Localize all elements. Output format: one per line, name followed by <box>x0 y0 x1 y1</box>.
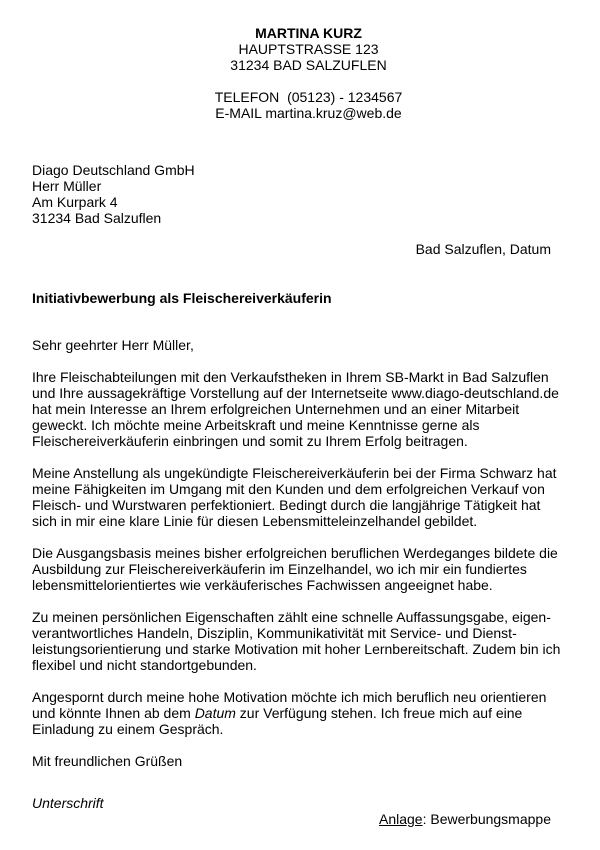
date-placeholder: Datum <box>194 705 236 721</box>
recipient-street: Am Kurpark 4 <box>32 194 118 210</box>
text-line: Angespornt durch meine hohe Motivation möchte ich mich beruflich neu orientieren <box>32 689 547 705</box>
sender-name: MARTINA KURZ <box>255 25 362 41</box>
enclosure-text: : Bewerbungsmappe <box>422 811 551 827</box>
text-line: leistungsorientierung und starke Motivation mit hoher Lernbereitschaft. Zudem bin ich <box>32 641 561 657</box>
letter-body <box>32 337 562 785</box>
paragraph-5 <box>32 689 562 737</box>
subject-line: Initiativbewerbung als Fleischereiverkäuferin <box>32 290 332 306</box>
paragraph-4 <box>32 609 562 673</box>
text-line: geweckt. Ich möchte meine Arbeitskraft und meine Kenntnisse gerne als <box>32 417 480 433</box>
sender-city: 31234 BAD SALZUFLEN <box>230 57 387 73</box>
paragraph-1 <box>32 369 562 449</box>
text-line: meine Fähigkeiten im Umgang mit den Kunden und dem erfolgreichen Verkauf von <box>32 481 545 497</box>
text-line: Ausbildung zur Fleischereiverkäuferin im Einzelhandel, wo ich mir ein fundiertes <box>32 561 527 577</box>
sender-street: HAUPTSTRASSE 123 <box>238 41 379 57</box>
text-line: sich in mir eine klare Linie für diesen Lebensmitteleinzelhandel gebildet. <box>32 513 478 529</box>
signature: Unterschrift <box>32 795 104 811</box>
text-fragment: und könnte Ihnen ab dem <box>32 705 195 721</box>
recipient-address <box>32 162 195 226</box>
sender-email: E-MAIL martina.kruz@web.de <box>215 105 402 121</box>
salutation: Sehr geehrter Herr Müller, <box>32 337 194 353</box>
text-line: verantwortliches Handeln, Disziplin, Kommunikativität mit Service- und Dienst- <box>32 625 517 641</box>
text-fragment: zur Verfügung stehen. Ich freue mich auf eine <box>235 705 523 721</box>
paragraph-2 <box>32 465 562 529</box>
text-line: Ihre Fleischabteilungen mit den Verkaufstheken in Ihrem SB-Markt in Bad Salzuflen <box>32 369 549 385</box>
text-line: Fleischereiverkäuferin einbringen und somit zu Ihrem Erfolg beitragen. <box>32 433 468 449</box>
enclosure-label: Anlage <box>378 811 423 827</box>
text-line: hat mein Interesse an Ihrem erfolgreichen Unternehmen und an einer Mitarbeit <box>32 401 520 417</box>
text-line: und Ihre aussagekräftige Vorstellung auf der Internetseite www.diago-deutschland.de <box>32 385 559 401</box>
sender-header <box>0 25 600 121</box>
recipient-person: Herr Müller <box>32 178 102 194</box>
place-date: Bad Salzuflen, Datum <box>415 241 551 257</box>
text-line: Meine Anstellung als ungekündigte Fleischereiverkäuferin bei der Firma Schwarz hat <box>32 465 557 481</box>
text-line: Fleisch- und Wurstwaren perfektioniert. Bedingt durch die langjährige Tätigkeit hat <box>32 497 541 513</box>
recipient-city: 31234 Bad Salzuflen <box>32 210 162 226</box>
sender-phone: TELEFON (05123) - 1234567 <box>214 89 403 105</box>
enclosure <box>379 811 551 827</box>
text-line: lebensmittelorientiertes wie verkäuferisches Fachwissen angeeignet habe. <box>32 577 493 593</box>
text-line: Zu meinen persönlichen Eigenschaften zählt eine schnelle Auffassungsgabe, eigen- <box>32 609 551 625</box>
recipient-company: Diago Deutschland GmbH <box>32 162 195 178</box>
paragraph-3 <box>32 545 562 593</box>
text-line <box>32 705 562 721</box>
text-line: Einladung zu einem Gespräch. <box>32 721 224 737</box>
text-line: Die Ausgangsbasis meines bisher erfolgreichen beruflichen Werdeganges bildete die <box>32 545 558 561</box>
text-line: flexibel und nicht standortgebunden. <box>32 657 257 673</box>
closing: Mit freundlichen Grüßen <box>32 753 183 769</box>
